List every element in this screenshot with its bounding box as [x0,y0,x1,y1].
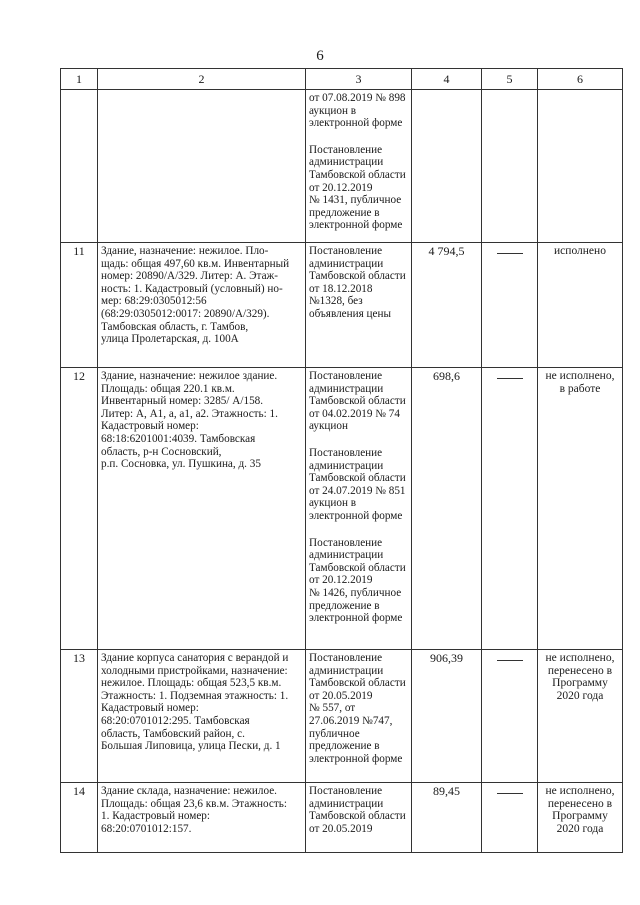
status-cell [538,650,623,783]
column-header: 3 [306,69,412,90]
status-cell [538,243,623,368]
area-value: 906,39 [412,650,482,783]
column-5-cell [482,243,538,368]
resolution-line: аукцион [309,420,348,433]
resolution-line: Постановление [309,370,383,382]
description-line: Площадь: общая 220.1 кв.м. [101,382,235,395]
resolution-line: № 1431, публичное [309,194,402,207]
resolution-list [306,243,412,368]
status-line: Программу [552,810,608,823]
description-line: область, р-н Сосновский, [101,445,222,458]
resolution-line: Постановление [309,536,383,549]
resolution-line: Тамбовской области [309,270,406,283]
resolution-block [309,92,408,130]
description-line: 68:20:0701012:157. [101,822,192,835]
status-cell [538,368,623,650]
column-5-cell [482,783,538,853]
resolution-line: от 20.05.2019 [309,822,373,835]
resolution-block [309,447,408,523]
resolution-line: предложение в [309,740,380,753]
table-body [61,90,623,853]
description-line: Кадастровый номер: [101,420,199,433]
resolution-line: №1328, без [309,295,363,308]
area-value: 89,45 [412,783,482,853]
resolution-list [306,368,412,650]
resolution-line: администрации [309,664,384,677]
column-5-cell [482,650,538,783]
resolution-line: Тамбовской области [309,810,406,823]
table-row [61,90,623,243]
resolution-block [309,370,408,433]
description-line: улица Пролетарская, д. 100А [101,333,239,346]
resolution-line: электронной форме [309,117,403,130]
resolution-line: Постановление [309,446,383,459]
resolution-line: Тамбовской области [309,561,406,574]
description-line: Здание, назначение: нежилое. Пло- [101,245,269,257]
resolution-block [309,537,408,625]
description-line: Площадь: общая 23,6 кв.м. Этажность: [101,797,287,810]
status-line: Программу [552,677,608,690]
resolution-line: Тамбовской области [309,472,406,485]
resolution-line: администрации [309,459,384,472]
resolution-line: электронной форме [309,752,403,765]
description-line: Инвентарный номер: 3285/ А/158. [101,395,264,408]
resolution-line: электронной форме [309,509,403,522]
resolution-line: предложение в [309,206,380,219]
column-header: 4 [412,69,482,90]
resolution-line: предложение в [309,599,380,612]
resolution-line: Тамбовской области [309,168,406,181]
resolution-line: аукцион в [309,497,357,510]
description-line: Этажность: 1. Подземная этажность: 1. [101,689,289,702]
description-line: Большая Липовица, улица Пески, д. 1 [101,740,281,753]
table-row [61,368,623,650]
resolution-line: администрации [309,257,384,270]
resolution-line: от 24.07.2019 № 851 [309,484,406,497]
column-header: 5 [482,69,538,90]
table-row [61,650,623,783]
property-description [98,243,306,368]
resolution-line: от 20.12.2019 [309,574,373,587]
resolution-block [309,245,408,321]
table-header-row [61,69,623,90]
description-line: номер: 20890/А/329. Литер: А. Этаж- [101,270,278,283]
status-cell [538,90,623,243]
column-5-cell [482,90,538,243]
row-number [61,90,98,243]
row-number: 11 [61,243,98,368]
page-number: 6 [316,48,324,64]
status-cell [538,783,623,853]
area-value: 4 794,5 [412,243,482,368]
resolution-line: Постановление [309,143,383,156]
resolution-line: Тамбовской области [309,677,406,690]
resolution-line: администрации [309,549,384,562]
status-line: не исполнено, [545,652,615,664]
resolution-line: 27.06.2019 №747, [309,714,393,727]
resolution-line: Постановление [309,785,383,797]
resolution-line: от 04.02.2019 № 74 [309,407,400,420]
table-row [61,243,623,368]
resolution-line: от 20.12.2019 [309,181,373,194]
resolution-line: № 557, от [309,702,356,715]
property-description [98,90,306,243]
resolution-block [309,144,408,232]
property-description [98,650,306,783]
description-line: (68:29:0305012:0017: 20890/А/329). [101,307,270,320]
description-line: Кадастровый номер: [101,702,199,715]
empty-dash [497,377,523,379]
area-value: 698,6 [412,368,482,650]
property-description [98,783,306,853]
empty-dash [497,792,523,794]
description-line: Здание склада, назначение: нежилое. [101,785,277,797]
resolution-line: администрации [309,156,384,169]
property-table [60,68,623,853]
description-line: холодными пристройками, назначение: [101,664,288,677]
empty-dash [497,252,523,254]
resolution-line: объявления цены [309,307,391,320]
column-header: 2 [98,69,306,90]
resolution-block [309,785,408,835]
resolution-line: публичное [309,727,360,740]
area-value [412,90,482,243]
table-row [61,783,623,853]
description-line: Литер: А, А1, а, а1, а2. Этажность: 1. [101,407,278,420]
description-line: щадь: общая 497,60 кв.м. Инвентарный [101,257,290,270]
status-line: перенесено в [547,664,613,677]
description-line: Здание, назначение: нежилое здание. [101,370,278,382]
resolution-line: от 18.12.2018 [309,282,373,295]
resolution-list [306,783,412,853]
row-number: 14 [61,783,98,853]
description-line: 68:20:0701012:295. Тамбовская [101,714,250,727]
resolution-block [309,652,408,765]
resolution-line: электронной форме [309,219,403,232]
status-line: 2020 года [556,689,604,702]
resolution-line: Постановление [309,652,383,664]
resolution-line: Тамбовской области [309,395,406,408]
column-header: 6 [538,69,623,90]
resolution-line: от 07.08.2019 № 898 [309,92,406,104]
resolution-line: администрации [309,382,384,395]
description-line: 68:18:6201001:4039. Тамбовская [101,432,256,445]
resolution-line: электронной форме [309,612,403,625]
description-line: Тамбовская область, г. Тамбов, [101,320,249,333]
status-line: перенесено в [547,797,613,810]
resolution-list [306,650,412,783]
column-header: 1 [61,69,98,90]
status-line: 2020 года [556,822,604,835]
description-line: ность: 1. Кадастровый (условный) но- [101,282,283,295]
empty-dash [497,659,523,661]
column-5-cell [482,368,538,650]
status-line: исполнено [554,245,606,257]
description-line: мер: 68:29:0305012:56 [101,295,207,308]
resolution-line: от 20.05.2019 [309,689,373,702]
resolution-line: администрации [309,797,384,810]
row-number: 13 [61,650,98,783]
description-line: Здание корпуса санатория с верандой и [101,652,289,664]
status-line: в работе [559,382,601,395]
resolution-line: аукцион в [309,104,357,117]
description-line: р.п. Сосновка, ул. Пушкина, д. 35 [101,458,261,471]
resolution-list [306,90,412,243]
description-line: 1. Кадастровый номер: [101,810,211,823]
property-description [98,368,306,650]
description-line: область, Тамбовский район, с. [101,727,245,740]
row-number: 12 [61,368,98,650]
status-line: не исполнено, [545,785,615,797]
resolution-line: № 1426, публичное [309,586,402,599]
status-line: не исполнено, [545,370,615,382]
resolution-line: Постановление [309,245,383,257]
description-line: нежилое. Площадь: общая 523,5 кв.м. [101,677,282,690]
